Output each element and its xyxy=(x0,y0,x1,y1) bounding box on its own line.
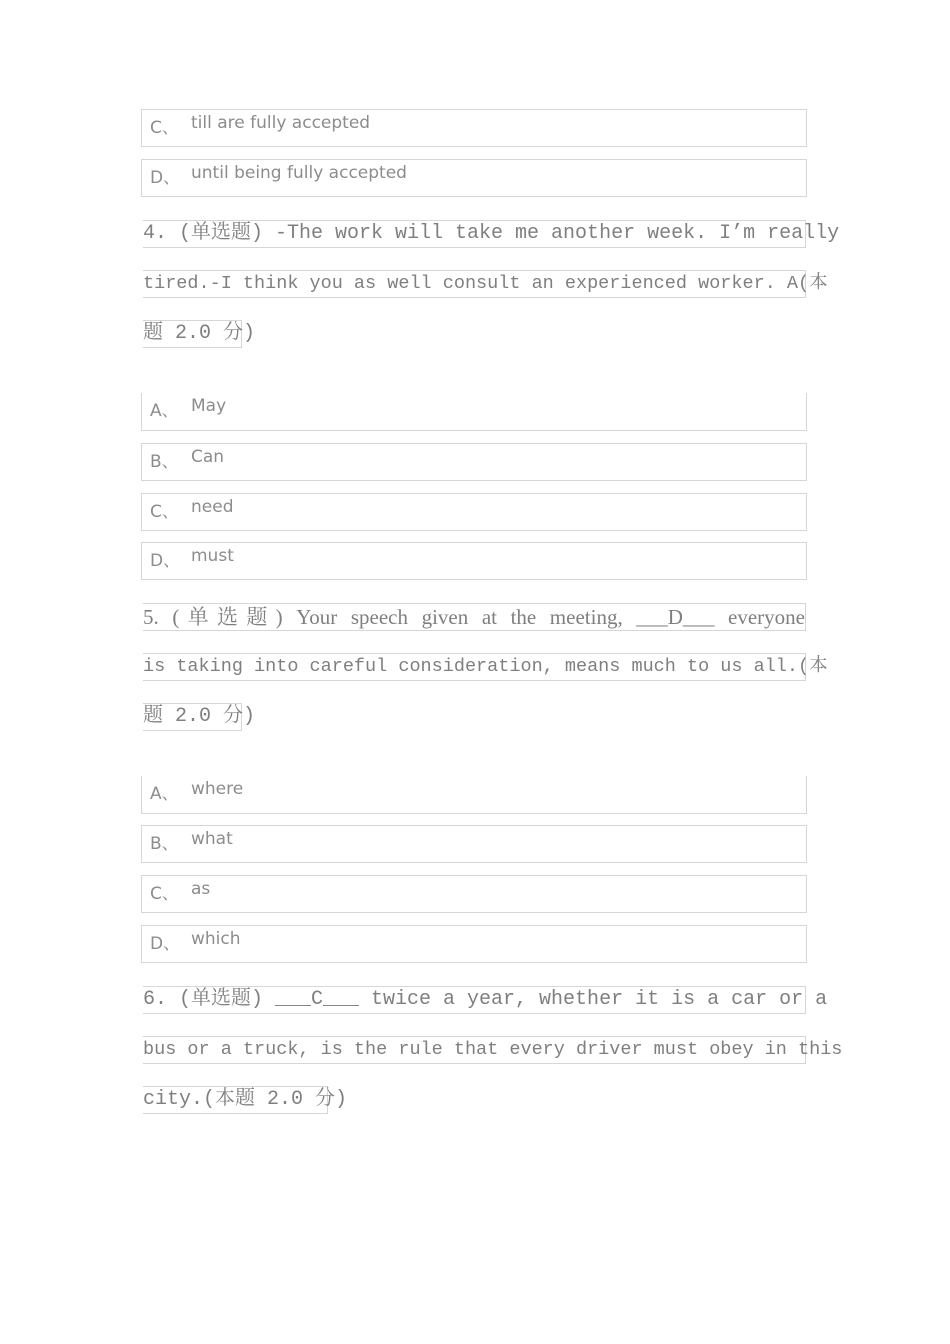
q5-line-2: is taking into careful consideration, means much to us all.(本 xyxy=(143,653,806,681)
q5-option-a[interactable] xyxy=(141,776,807,814)
option-letter: A、 xyxy=(150,784,179,804)
q5-option-d[interactable] xyxy=(141,925,807,963)
q5-option-c[interactable] xyxy=(141,875,807,913)
q5-option-b[interactable] xyxy=(141,825,807,863)
option-text: need xyxy=(191,497,234,517)
option-text: Can xyxy=(191,447,225,467)
q4-option-b[interactable] xyxy=(141,443,807,481)
q6-line-2: bus or a truck, is the rule that every driver must obey in this xyxy=(143,1036,806,1064)
q4-option-d[interactable] xyxy=(141,542,807,580)
option-text: where xyxy=(191,779,244,799)
option-text: until being fully accepted xyxy=(191,163,407,183)
q4-line-3: 题 2.0 分) xyxy=(143,320,242,348)
q5-line-3: 题 2.0 分) xyxy=(143,703,242,731)
option-text: must xyxy=(191,546,234,566)
option-letter: A、 xyxy=(150,401,179,421)
q4-line-2: tired.-I think you as well consult an experienced worker. A(本 xyxy=(143,270,806,298)
option-letter: C、 xyxy=(150,502,179,522)
q5-line-1: 5. (单选题) Your speech given at the meeting, ___D___ everyone xyxy=(143,605,805,629)
option-letter: D、 xyxy=(150,168,181,188)
option-letter: B、 xyxy=(150,452,179,472)
option-letter: C、 xyxy=(150,884,179,904)
option-letter: D、 xyxy=(150,934,181,954)
option-text: what xyxy=(191,829,233,849)
option-text: May xyxy=(191,396,227,416)
q6-line-1: 6. (单选题) ___C___ twice a year, whether it is a car or a xyxy=(143,986,806,1014)
q6-line-3: city.(本题 2.0 分) xyxy=(143,1086,328,1114)
q4-option-c[interactable] xyxy=(141,493,807,531)
option-text: which xyxy=(191,929,241,949)
q4-option-a[interactable] xyxy=(141,393,807,431)
q3-option-c[interactable] xyxy=(141,109,807,147)
q4-line-1: 4. (单选题) -The work will take me another week. I’m really xyxy=(143,220,806,248)
option-text: till are fully accepted xyxy=(191,113,371,133)
option-text: as xyxy=(191,879,211,899)
q3-option-d[interactable] xyxy=(141,159,807,197)
option-letter: C、 xyxy=(150,118,179,138)
option-letter: D、 xyxy=(150,551,181,571)
option-letter: B、 xyxy=(150,834,179,854)
